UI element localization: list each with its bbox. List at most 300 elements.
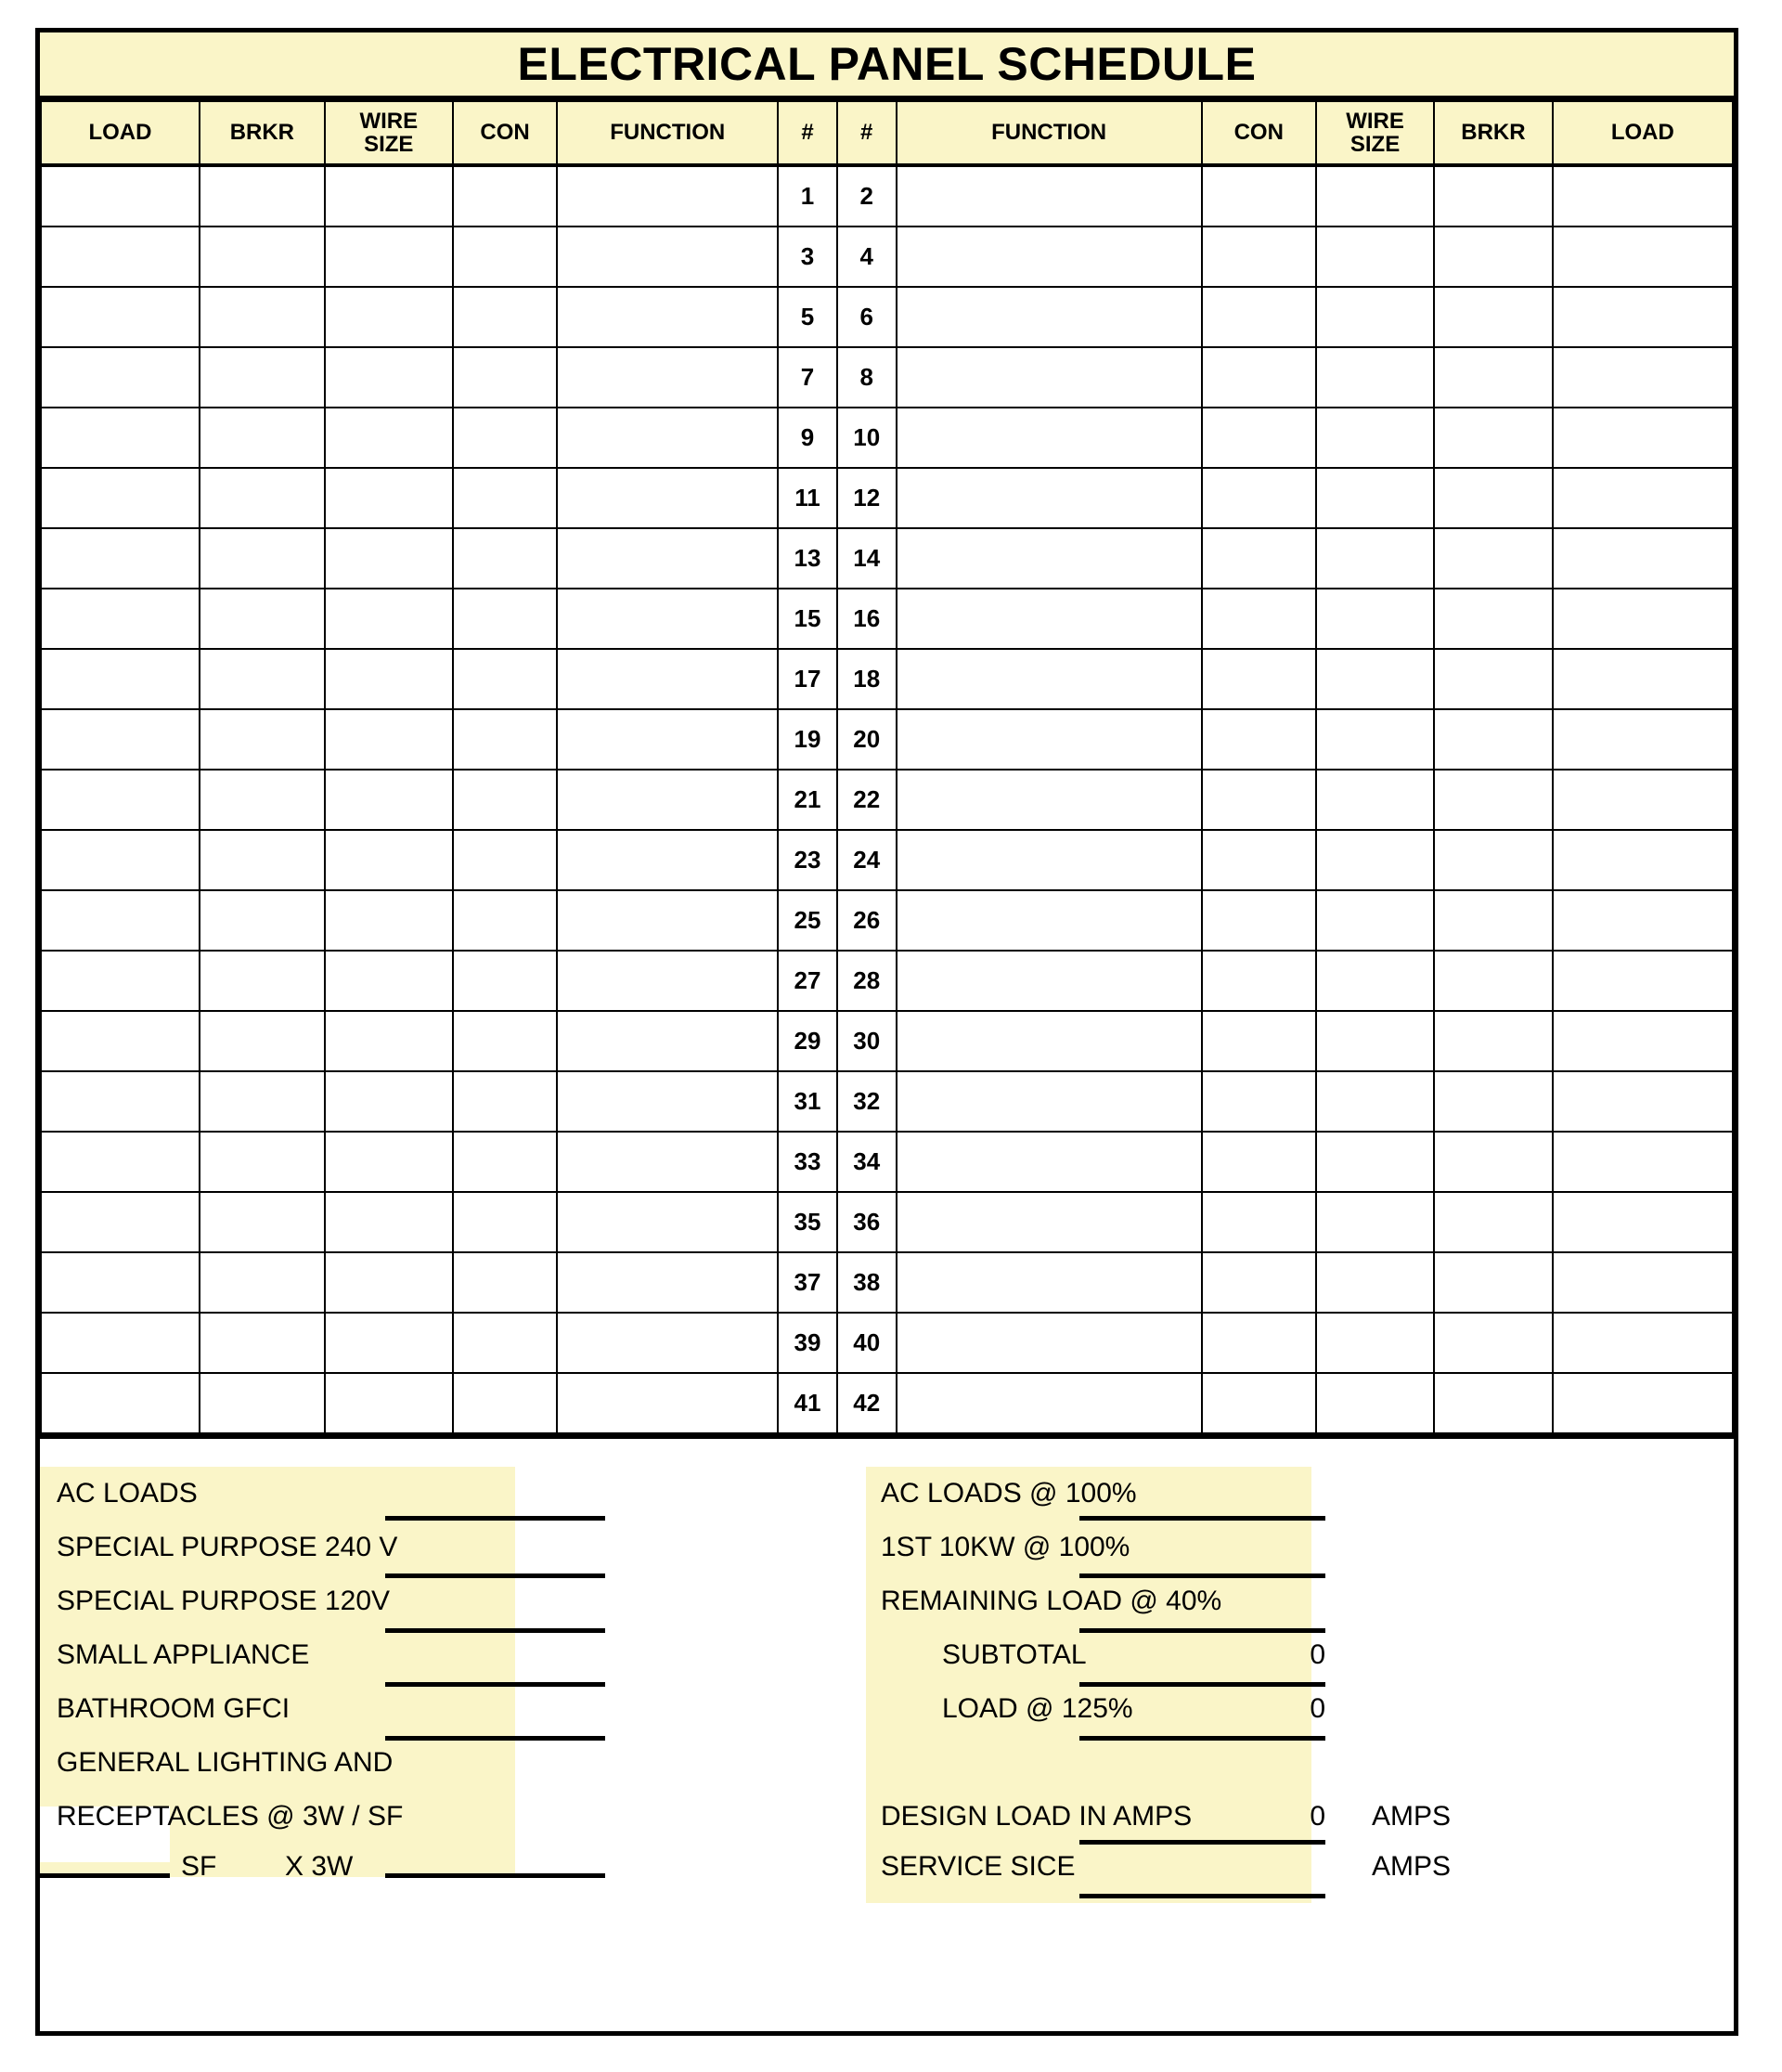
cell-wire-left-9[interactable] [325,408,453,468]
panel-schedule-sheet [35,28,1738,2036]
cell-brkr-left-5[interactable] [200,287,325,347]
cell-function-right-12[interactable] [897,468,1202,528]
cell-brkr-left-9[interactable] [200,408,325,468]
cell-wire-left-35[interactable] [325,1192,453,1252]
cell-con-right-14[interactable] [1202,528,1316,589]
cell-load-left-27[interactable] [41,951,200,1011]
cell-load-right-30[interactable] [1553,1011,1733,1071]
label-x-3w: X 3W [285,1851,354,1882]
circuit-number-42: 42 [837,1373,897,1433]
cell-con-left-35[interactable] [453,1192,558,1252]
cell-wire-left-11[interactable] [325,468,453,528]
cell-function-left-9[interactable] [557,408,778,468]
cell-load-right-20[interactable] [1553,709,1733,770]
cell-load-right-42[interactable] [1553,1373,1733,1433]
rule-service-size[interactable] [1079,1894,1325,1898]
label-special-purpose-120: SPECIAL PURPOSE 120V [57,1586,391,1616]
label-service-size: SERVICE SICE [881,1851,1076,1882]
cell-con-left-19[interactable] [453,709,558,770]
cell-con-left-39[interactable] [453,1313,558,1373]
table-body [41,165,1733,1433]
cell-function-right-8[interactable] [897,347,1202,408]
cell-load-right-10[interactable] [1553,408,1733,468]
cell-function-right-40[interactable] [897,1313,1202,1373]
cell-brkr-right-14[interactable] [1434,528,1552,589]
circuit-number-20: 20 [837,709,897,770]
cell-load-right-18[interactable] [1553,649,1733,709]
cell-load-right-38[interactable] [1553,1252,1733,1313]
cell-function-right-18[interactable] [897,649,1202,709]
cell-function-right-36[interactable] [897,1192,1202,1252]
circuit-number-13: 13 [778,528,837,589]
header-load-left: LOAD [41,101,200,165]
circuit-number-37: 37 [778,1252,837,1313]
cell-load-left-17[interactable] [41,649,200,709]
cell-load-left-19[interactable] [41,709,200,770]
cell-brkr-right-34[interactable] [1434,1132,1552,1192]
rule-small-appliance[interactable] [385,1682,605,1687]
cell-con-left-11[interactable] [453,468,558,528]
cell-brkr-left-25[interactable] [200,890,325,951]
table-row [41,287,1733,347]
label-first-10kw-100: 1ST 10KW @ 100% [881,1532,1130,1562]
cell-load-left-31[interactable] [41,1071,200,1132]
cell-brkr-right-26[interactable] [1434,890,1552,951]
rule-bathroom-gfci[interactable] [385,1736,605,1741]
circuit-schedule-table [40,100,1734,1434]
cell-function-left-19[interactable] [557,709,778,770]
cell-brkr-left-37[interactable] [200,1252,325,1313]
cell-con-left-3[interactable] [453,227,558,287]
header-con-left: CON [453,101,558,165]
cell-con-left-29[interactable] [453,1011,558,1071]
cell-function-right-24[interactable] [897,830,1202,890]
cell-con-right-28[interactable] [1202,951,1316,1011]
cell-con-right-22[interactable] [1202,770,1316,830]
cell-load-right-6[interactable] [1553,287,1733,347]
cell-function-left-5[interactable] [557,287,778,347]
circuit-number-40: 40 [837,1313,897,1373]
cell-load-left-23[interactable] [41,830,200,890]
cell-function-left-11[interactable] [557,468,778,528]
cell-wire-right-30[interactable] [1316,1011,1434,1071]
circuit-number-41: 41 [778,1373,837,1433]
header-number-left: # [778,101,837,165]
cell-wire-left-15[interactable] [325,589,453,649]
cell-con-right-32[interactable] [1202,1071,1316,1132]
cell-load-right-2[interactable] [1553,165,1733,227]
cell-con-right-2[interactable] [1202,165,1316,227]
circuit-number-30: 30 [837,1011,897,1071]
cell-con-right-20[interactable] [1202,709,1316,770]
cell-wire-right-22[interactable] [1316,770,1434,830]
cell-load-right-34[interactable] [1553,1132,1733,1192]
cell-brkr-right-42[interactable] [1434,1373,1552,1433]
cell-brkr-right-2[interactable] [1434,165,1552,227]
cell-brkr-left-11[interactable] [200,468,325,528]
cell-brkr-right-18[interactable] [1434,649,1552,709]
header-con-right: CON [1202,101,1316,165]
cell-function-left-1[interactable] [557,165,778,227]
cell-wire-right-28[interactable] [1316,951,1434,1011]
cell-con-right-42[interactable] [1202,1373,1316,1433]
cell-con-right-38[interactable] [1202,1252,1316,1313]
cell-function-left-41[interactable] [557,1373,778,1433]
cell-load-right-8[interactable] [1553,347,1733,408]
cell-load-left-5[interactable] [41,287,200,347]
cell-function-right-20[interactable] [897,709,1202,770]
cell-function-left-21[interactable] [557,770,778,830]
cell-function-right-26[interactable] [897,890,1202,951]
label-remaining-load-40: REMAINING LOAD @ 40% [881,1586,1222,1616]
cell-wire-left-27[interactable] [325,951,453,1011]
cell-load-right-12[interactable] [1553,468,1733,528]
cell-brkr-left-7[interactable] [200,347,325,408]
cell-brkr-left-31[interactable] [200,1071,325,1132]
cell-wire-left-37[interactable] [325,1252,453,1313]
rule-general-lighting[interactable] [385,1873,605,1878]
circuit-number-32: 32 [837,1071,897,1132]
cell-load-left-35[interactable] [41,1192,200,1252]
cell-wire-left-41[interactable] [325,1373,453,1433]
cell-brkr-right-24[interactable] [1434,830,1552,890]
cell-con-right-40[interactable] [1202,1313,1316,1373]
cell-function-left-27[interactable] [557,951,778,1011]
cell-wire-right-24[interactable] [1316,830,1434,890]
cell-brkr-right-40[interactable] [1434,1313,1552,1373]
cell-wire-left-31[interactable] [325,1071,453,1132]
cell-brkr-left-1[interactable] [200,165,325,227]
cell-wire-left-29[interactable] [325,1011,453,1071]
label-amps-design-load: AMPS [1372,1801,1452,1832]
cell-wire-right-26[interactable] [1316,890,1434,951]
table-row [41,468,1733,528]
cell-load-left-37[interactable] [41,1252,200,1313]
cell-brkr-right-12[interactable] [1434,468,1552,528]
circuit-number-18: 18 [837,649,897,709]
cell-load-left-11[interactable] [41,468,200,528]
label-subtotal: SUBTOTAL [942,1639,1087,1670]
cell-function-right-28[interactable] [897,951,1202,1011]
cell-wire-right-4[interactable] [1316,227,1434,287]
cell-con-right-36[interactable] [1202,1192,1316,1252]
cell-brkr-left-21[interactable] [200,770,325,830]
cell-wire-left-5[interactable] [325,287,453,347]
table-row [41,408,1733,468]
circuit-number-2: 2 [837,165,897,227]
cell-wire-left-19[interactable] [325,709,453,770]
cell-function-left-13[interactable] [557,528,778,589]
cell-con-left-21[interactable] [453,770,558,830]
cell-con-left-1[interactable] [453,165,558,227]
cell-load-left-15[interactable] [41,589,200,649]
circuit-number-1: 1 [778,165,837,227]
cell-con-left-31[interactable] [453,1071,558,1132]
cell-wire-right-42[interactable] [1316,1373,1434,1433]
rule-first-10kw-100[interactable] [1079,1573,1325,1578]
table-row [41,649,1733,709]
cell-wire-left-13[interactable] [325,528,453,589]
cell-load-right-28[interactable] [1553,951,1733,1011]
circuit-number-15: 15 [778,589,837,649]
cell-function-left-33[interactable] [557,1132,778,1192]
cell-load-right-16[interactable] [1553,589,1733,649]
header-function-left: FUNCTION [557,101,778,165]
header-wire-size-right [1316,101,1434,165]
cell-con-right-12[interactable] [1202,468,1316,528]
circuit-number-7: 7 [778,347,837,408]
circuit-number-6: 6 [837,287,897,347]
cell-con-right-6[interactable] [1202,287,1316,347]
rule-special-purpose-240[interactable] [385,1573,605,1578]
cell-con-right-34[interactable] [1202,1132,1316,1192]
cell-load-right-32[interactable] [1553,1071,1733,1132]
cell-brkr-right-6[interactable] [1434,287,1552,347]
header-function-right: FUNCTION [897,101,1202,165]
cell-brkr-left-23[interactable] [200,830,325,890]
cell-load-right-24[interactable] [1553,830,1733,890]
cell-con-left-5[interactable] [453,287,558,347]
table-row [41,589,1733,649]
cell-function-right-38[interactable] [897,1252,1202,1313]
cell-load-right-14[interactable] [1553,528,1733,589]
cell-con-right-18[interactable] [1202,649,1316,709]
table-row [41,1313,1733,1373]
circuit-number-16: 16 [837,589,897,649]
rule-special-purpose-120[interactable] [385,1628,605,1633]
table-row [41,951,1733,1011]
cell-function-left-7[interactable] [557,347,778,408]
cell-brkr-left-19[interactable] [200,709,325,770]
cell-function-left-37[interactable] [557,1252,778,1313]
circuit-number-21: 21 [778,770,837,830]
cell-function-left-39[interactable] [557,1313,778,1373]
cell-con-right-30[interactable] [1202,1011,1316,1071]
cell-brkr-left-39[interactable] [200,1313,325,1373]
cell-con-left-7[interactable] [453,347,558,408]
cell-wire-right-38[interactable] [1316,1252,1434,1313]
cell-wire-right-8[interactable] [1316,347,1434,408]
wire-label-line2: SIZE [364,132,414,157]
table-row [41,1373,1733,1433]
circuit-number-17: 17 [778,649,837,709]
cell-load-left-39[interactable] [41,1313,200,1373]
cell-brkr-right-32[interactable] [1434,1071,1552,1132]
cell-load-left-41[interactable] [41,1373,200,1433]
cell-brkr-left-13[interactable] [200,528,325,589]
circuit-number-29: 29 [778,1011,837,1071]
cell-brkr-right-30[interactable] [1434,1011,1552,1071]
circuit-number-3: 3 [778,227,837,287]
cell-brkr-right-38[interactable] [1434,1252,1552,1313]
circuit-number-24: 24 [837,830,897,890]
rule-subtotal[interactable] [1079,1682,1325,1687]
cell-function-right-10[interactable] [897,408,1202,468]
cell-function-right-16[interactable] [897,589,1202,649]
cell-con-right-16[interactable] [1202,589,1316,649]
cell-brkr-left-15[interactable] [200,589,325,649]
cell-function-right-6[interactable] [897,287,1202,347]
header-brkr-left: BRKR [200,101,325,165]
cell-load-right-36[interactable] [1553,1192,1733,1252]
circuit-number-8: 8 [837,347,897,408]
cell-con-left-41[interactable] [453,1373,558,1433]
rule-ac-loads[interactable] [385,1516,605,1521]
cell-load-left-7[interactable] [41,347,200,408]
circuit-number-23: 23 [778,830,837,890]
circuit-number-14: 14 [837,528,897,589]
cell-load-left-9[interactable] [41,408,200,468]
cell-con-right-26[interactable] [1202,890,1316,951]
cell-brkr-right-4[interactable] [1434,227,1552,287]
cell-con-right-4[interactable] [1202,227,1316,287]
cell-con-left-17[interactable] [453,649,558,709]
page-title: ELECTRICAL PANEL SCHEDULE [517,38,1257,90]
cell-wire-left-21[interactable] [325,770,453,830]
cell-con-right-24[interactable] [1202,830,1316,890]
cell-function-left-29[interactable] [557,1011,778,1071]
rule-ac-loads-100[interactable] [1079,1516,1325,1521]
label-sf: SF [181,1851,217,1882]
cell-wire-left-33[interactable] [325,1132,453,1192]
cell-load-right-40[interactable] [1553,1313,1733,1373]
cell-wire-left-23[interactable] [325,830,453,890]
header-brkr-right: BRKR [1434,101,1552,165]
value-design-load-amps[interactable]: 0 [1310,1801,1325,1832]
cell-wire-left-17[interactable] [325,649,453,709]
cell-brkr-left-29[interactable] [200,1011,325,1071]
circuit-number-33: 33 [778,1132,837,1192]
cell-function-left-17[interactable] [557,649,778,709]
cell-wire-right-12[interactable] [1316,468,1434,528]
cell-brkr-right-20[interactable] [1434,709,1552,770]
cell-brkr-left-33[interactable] [200,1132,325,1192]
cell-wire-right-32[interactable] [1316,1071,1434,1132]
value-load-125[interactable]: 0 [1310,1693,1325,1724]
cell-brkr-right-28[interactable] [1434,951,1552,1011]
cell-wire-left-25[interactable] [325,890,453,951]
cell-load-right-4[interactable] [1553,227,1733,287]
cell-con-right-10[interactable] [1202,408,1316,468]
cell-brkr-left-17[interactable] [200,649,325,709]
cell-con-left-33[interactable] [453,1132,558,1192]
cell-con-left-9[interactable] [453,408,558,468]
cell-function-right-14[interactable] [897,528,1202,589]
header-load-right: LOAD [1553,101,1733,165]
cell-wire-right-40[interactable] [1316,1313,1434,1373]
circuit-number-26: 26 [837,890,897,951]
cell-wire-right-2[interactable] [1316,165,1434,227]
cell-wire-right-36[interactable] [1316,1192,1434,1252]
cell-wire-right-14[interactable] [1316,528,1434,589]
cell-wire-right-18[interactable] [1316,649,1434,709]
label-special-purpose-240: SPECIAL PURPOSE 240 V [57,1532,398,1562]
cell-wire-right-6[interactable] [1316,287,1434,347]
cell-function-right-42[interactable] [897,1373,1202,1433]
cell-brkr-right-22[interactable] [1434,770,1552,830]
label-bathroom-gfci: BATHROOM GFCI [57,1693,291,1724]
circuit-number-39: 39 [778,1313,837,1373]
cell-wire-left-7[interactable] [325,347,453,408]
cell-function-left-25[interactable] [557,890,778,951]
table-row [41,165,1733,227]
cell-load-left-33[interactable] [41,1132,200,1192]
rule-load-125[interactable] [1079,1736,1325,1741]
cell-function-right-34[interactable] [897,1132,1202,1192]
cell-load-right-22[interactable] [1553,770,1733,830]
cell-wire-right-34[interactable] [1316,1132,1434,1192]
cell-wire-left-3[interactable] [325,227,453,287]
cell-brkr-left-35[interactable] [200,1192,325,1252]
label-ac-loads: AC LOADS [57,1478,198,1509]
cell-function-right-2[interactable] [897,165,1202,227]
cell-load-right-26[interactable] [1553,890,1733,951]
circuit-number-25: 25 [778,890,837,951]
cell-function-right-30[interactable] [897,1011,1202,1071]
cell-function-left-35[interactable] [557,1192,778,1252]
value-subtotal[interactable]: 0 [1310,1639,1325,1670]
cell-con-left-23[interactable] [453,830,558,890]
header-wire-size-left [325,101,453,165]
table-row [41,227,1733,287]
cell-function-right-22[interactable] [897,770,1202,830]
rule-sf[interactable] [40,1873,170,1878]
cell-brkr-right-8[interactable] [1434,347,1552,408]
cell-load-left-13[interactable] [41,528,200,589]
rule-remaining-load-40[interactable] [1079,1628,1325,1633]
cell-wire-right-20[interactable] [1316,709,1434,770]
cell-con-left-13[interactable] [453,528,558,589]
cell-load-left-29[interactable] [41,1011,200,1071]
cell-function-left-31[interactable] [557,1071,778,1132]
cell-con-left-15[interactable] [453,589,558,649]
table-row [41,1011,1733,1071]
circuit-number-31: 31 [778,1071,837,1132]
cell-load-left-25[interactable] [41,890,200,951]
cell-wire-right-10[interactable] [1316,408,1434,468]
cell-con-left-25[interactable] [453,890,558,951]
cell-con-left-37[interactable] [453,1252,558,1313]
rule-design-load-amps[interactable] [1079,1840,1325,1845]
cell-load-left-21[interactable] [41,770,200,830]
cell-brkr-left-27[interactable] [200,951,325,1011]
cell-wire-right-16[interactable] [1316,589,1434,649]
cell-wire-left-39[interactable] [325,1313,453,1373]
cell-con-right-8[interactable] [1202,347,1316,408]
cell-wire-left-1[interactable] [325,165,453,227]
cell-function-right-4[interactable] [897,227,1202,287]
label-ac-loads-100: AC LOADS @ 100% [881,1478,1137,1509]
circuit-number-9: 9 [778,408,837,468]
cell-brkr-right-36[interactable] [1434,1192,1552,1252]
cell-function-left-3[interactable] [557,227,778,287]
cell-brkr-left-3[interactable] [200,227,325,287]
cell-function-left-23[interactable] [557,830,778,890]
table-row [41,1071,1733,1132]
circuit-number-36: 36 [837,1192,897,1252]
cell-brkr-right-16[interactable] [1434,589,1552,649]
circuit-number-34: 34 [837,1132,897,1192]
cell-function-right-32[interactable] [897,1071,1202,1132]
cell-con-left-27[interactable] [453,951,558,1011]
cell-brkr-left-41[interactable] [200,1373,325,1433]
table-row [41,347,1733,408]
cell-function-left-15[interactable] [557,589,778,649]
table-row [41,1252,1733,1313]
cell-brkr-right-10[interactable] [1434,408,1552,468]
cell-load-left-3[interactable] [41,227,200,287]
cell-load-left-1[interactable] [41,165,200,227]
